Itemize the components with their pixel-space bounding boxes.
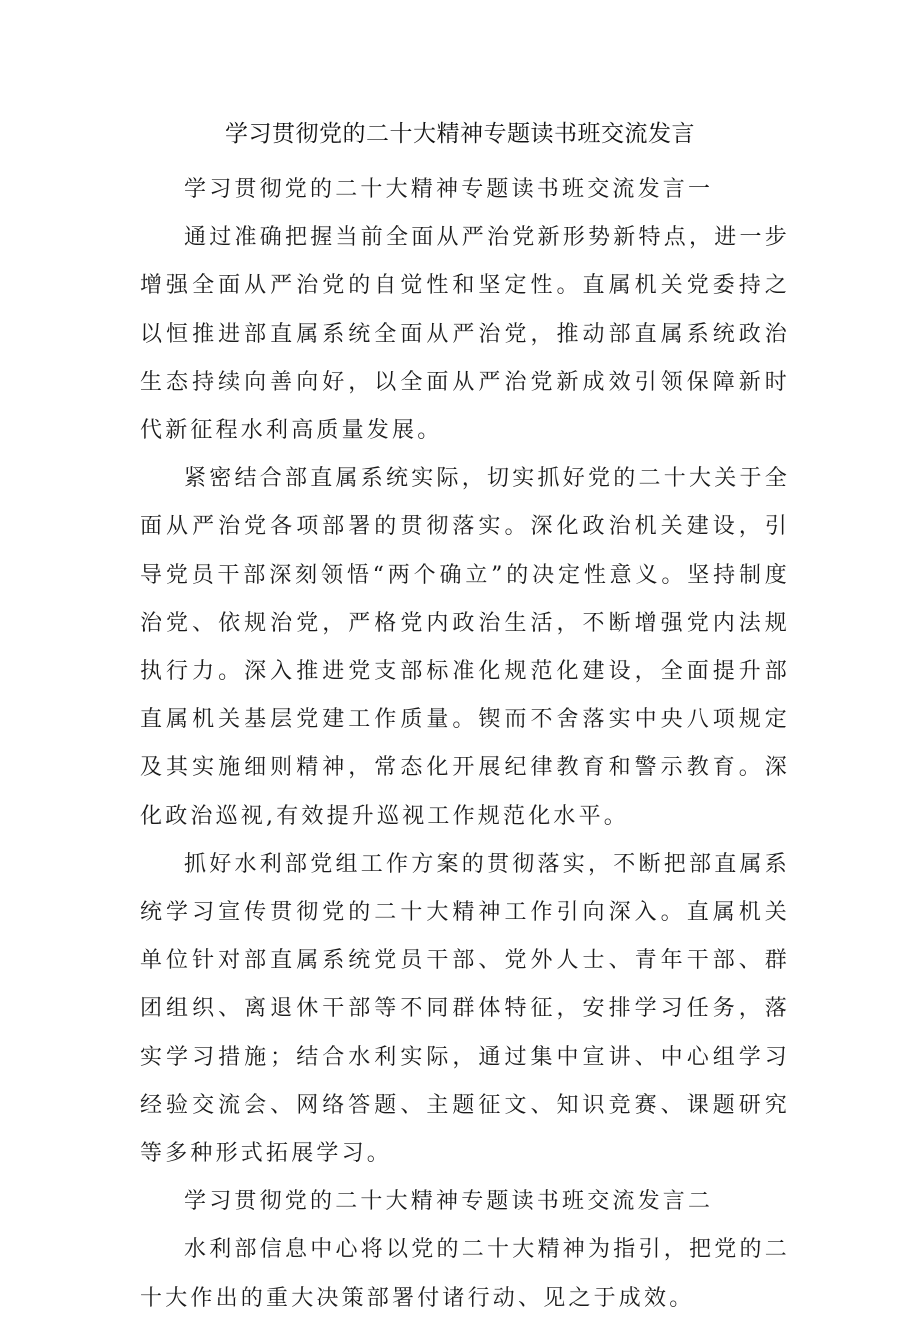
document-body xyxy=(140,166,790,1323)
body-paragraph-3: 抓好水利部党组工作方案的贯彻落实，不断把部直属系统学习宣传贯彻党的二十大精神工作引向深入。直属机关单位针对部直属系统党员干部、党外人士、青年干部、群团组织、离退休干部等不同群体特征，安排学习任务，落实学习措施；结合水利实际，通过集中宣讲、中心组学习经验交流会、网络答题、主题征文、知识竞赛、课题研究等多种形式拓展学习。 xyxy=(140,851,790,1167)
body-paragraph-1: 通过准确把握当前全面从严治党新形势新特点，进一步增强全面从严治党的自觉性和坚定性。直属机关党委持之以恒推进部直属系统全面从严治党，推动部直属系统政治生态持续向善向好，以全面从严治党新成效引领保障新时代新征程水利高质量发展。 xyxy=(140,225,790,444)
body-paragraph-2: 紧密结合部直属系统实际，切实抓好党的二十大关于全面从严治党各项部署的贯彻落实。深化政治机关建设，引导党员干部深刻领悟“两个确立”的决定性意义。坚持制度治党、依规治党，严格党内政治生活，不断增强党内法规执行力。深入推进党支部标准化规范化建设，全面提升部直属机关基层党建工作质量。锲而不舍落实中央八项规定及其实施细则精神，常态化开展纪律教育和警示教育。深化政治巡视,有效提升巡视工作规范化水平。 xyxy=(140,466,790,829)
section-heading-2: 学习贯彻党的二十大精神专题读书班交流发言二 xyxy=(184,1189,714,1215)
body-paragraph-4: 水利部信息中心将以党的二十大精神为指引，把党的二十大作出的重大决策部署付诸行动、见之于成效。 xyxy=(140,1237,790,1311)
section-heading-1: 学习贯彻党的二十大精神专题读书班交流发言一 xyxy=(184,177,714,202)
document-title: 学习贯彻党的二十大精神专题读书班交流发言 xyxy=(225,121,695,147)
